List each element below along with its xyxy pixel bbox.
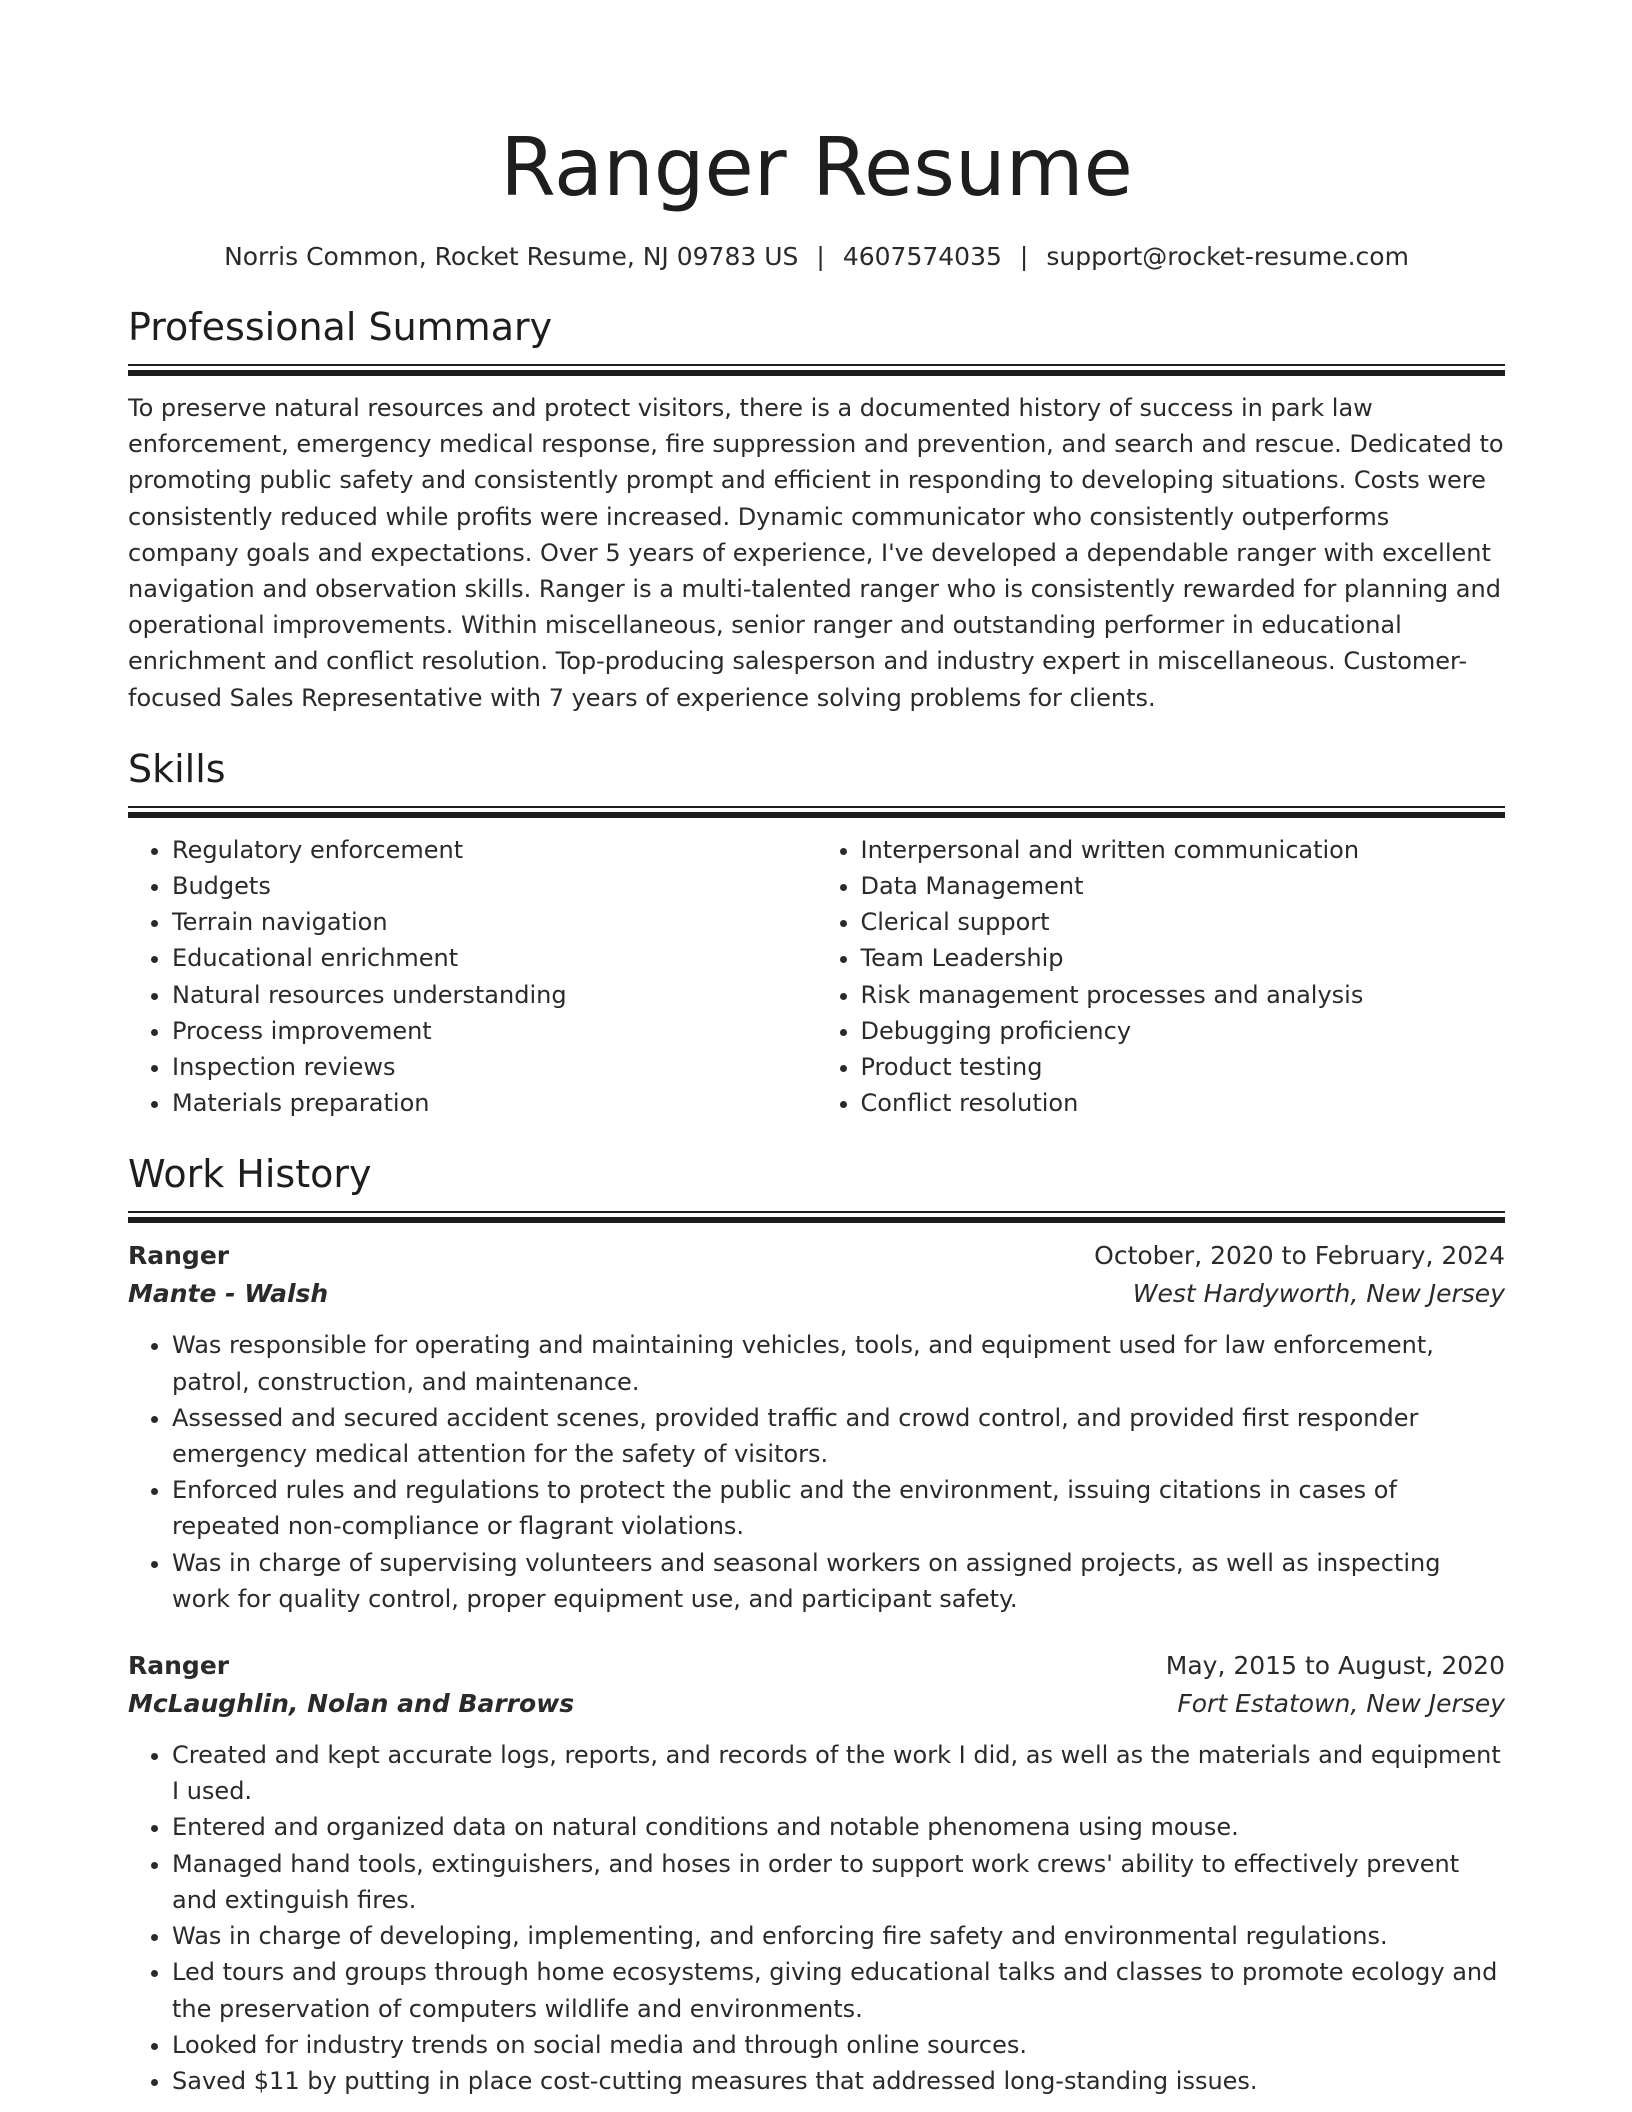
section-title-work-history: Work History [128,1152,372,1197]
skill-item: • Risk management processes and analysis [861,977,1506,1013]
job-location: Fort Estatown, New Jersey [1177,1689,1505,1719]
job-company: Mante - Walsh [128,1279,329,1309]
skill-item: • Educational enrichment [172,940,817,976]
resume-name: Ranger Resume [500,121,1133,214]
job-company: McLaughlin, Nolan and Barrows [128,1689,575,1719]
job-header [128,1237,1505,1275]
duty-item: • Saved $11 by putting in place cost-cutting measures that addressed long-standing issues. [172,2063,1505,2099]
duty-item: • Entered and organized data on natural conditions and notable phenomena using mouse. [172,1809,1505,1845]
summary-text: To preserve natural resources and protect visitors, there is a documented history of success in park law enforcement, emergency medical response, fire suppression and prevention, and search and rescue. Dedicated to promoting public safety and consistently prompt and efficient in responding to developing situations. Costs were consistently reduced while profits were increased. Dynamic communicator who consistently outperforms company goals and expectations. Over 5 years of experience, I've developed a dependable ranger with excellent navigation and observation skills. Ranger is a multi-talented ranger who is consistently rewarded for planning and operational improvements. Within miscellaneous, senior ranger and outstanding performer in educational enrichment and conflict resolution. Top-producing salesperson and industry expert in miscellaneous. Customer-focused Sales Representative with 7 years of experience solving problems for clients. [128,394,1504,712]
section-divider [128,806,1505,818]
skill-item: • Clerical support [861,904,1506,940]
duty-item: • Looked for industry trends on social media and through online sources. [172,2027,1505,2063]
section-title-summary: Professional Summary [128,305,553,349]
contact-separator: | [816,242,825,271]
contact-email: support@rocket-resume.com [1046,242,1409,271]
job-entry [128,1237,1505,1617]
duty-item: • Enforced rules and regulations to protect the public and the environment, issuing citations in cases of repeated non-compliance or flagrant violations. [172,1472,1505,1544]
skills-grid [128,832,1505,1122]
contact-phone: 4607574035 [842,242,1002,271]
job-dates: May, 2015 to August, 2020 [1165,1651,1505,1681]
job-entry [128,1647,1505,2099]
duty-item: • Led tours and groups through home ecosystems, giving educational talks and classes to promote ecology and the preservation of computers wildlife and environments. [172,1954,1505,2026]
duty-item: • Was in charge of developing, implementing, and enforcing fire safety and environmental regulations. [172,1918,1505,1954]
resume-page [128,0,1505,2099]
skill-item: • Regulatory enforcement [172,832,817,868]
job-title: Ranger [128,1241,230,1271]
job-subheader [128,1275,1505,1313]
duty-item: • Was in charge of supervising volunteers and seasonal workers on assigned projects, as well as inspecting work for quality control, proper equipment use, and participant safety. [172,1545,1505,1617]
skill-item: • Data Management [861,868,1506,904]
job-duties [128,1327,1505,1617]
skill-item: • Budgets [172,868,817,904]
job-header [128,1647,1505,1685]
skills-list-left [128,832,817,1122]
skills-list-right [817,832,1506,1122]
summary-section [128,302,1505,716]
contact-address: Norris Common, Rocket Resume, NJ 09783 US [224,242,799,271]
job-location: West Hardyworth, New Jersey [1132,1279,1505,1309]
contact-separator: | [1019,242,1029,271]
skill-item: • Terrain navigation [172,904,817,940]
contact-line [128,240,1505,274]
job-title: Ranger [128,1651,230,1681]
skill-item: • Process improvement [172,1013,817,1049]
duty-item: • Created and kept accurate logs, reports, and records of the work I did, as well as the materials and equipment I used. [172,1737,1505,1809]
skill-item: • Interpersonal and written communication [861,832,1506,868]
duty-item: • Was responsible for operating and maintaining vehicles, tools, and equipment used for law enforcement, patrol, construction, and maintenance. [172,1327,1505,1399]
skill-item: • Team Leadership [861,940,1506,976]
duty-item: • Managed hand tools, extinguishers, and hoses in order to support work crews' ability to effectively prevent and extinguish fires. [172,1846,1505,1918]
section-title-skills: Skills [128,746,226,791]
job-dates: October, 2020 to February, 2024 [1094,1241,1505,1271]
work-history-section [128,1149,1505,2099]
job-duties [128,1737,1505,2099]
skill-item: • Materials preparation [172,1085,817,1121]
section-divider [128,1211,1505,1223]
skill-item: • Product testing [861,1049,1506,1085]
skill-item: • Conflict resolution [861,1085,1506,1121]
skill-item: • Natural resources understanding [172,977,817,1013]
skill-item: • Inspection reviews [172,1049,817,1085]
job-subheader [128,1685,1505,1723]
section-divider [128,364,1505,376]
skills-section [128,744,1505,1122]
skill-item: • Debugging proficiency [861,1013,1506,1049]
duty-item: • Assessed and secured accident scenes, provided traffic and crowd control, and provided first responder emergency medical attention for the safety of visitors. [172,1400,1505,1472]
